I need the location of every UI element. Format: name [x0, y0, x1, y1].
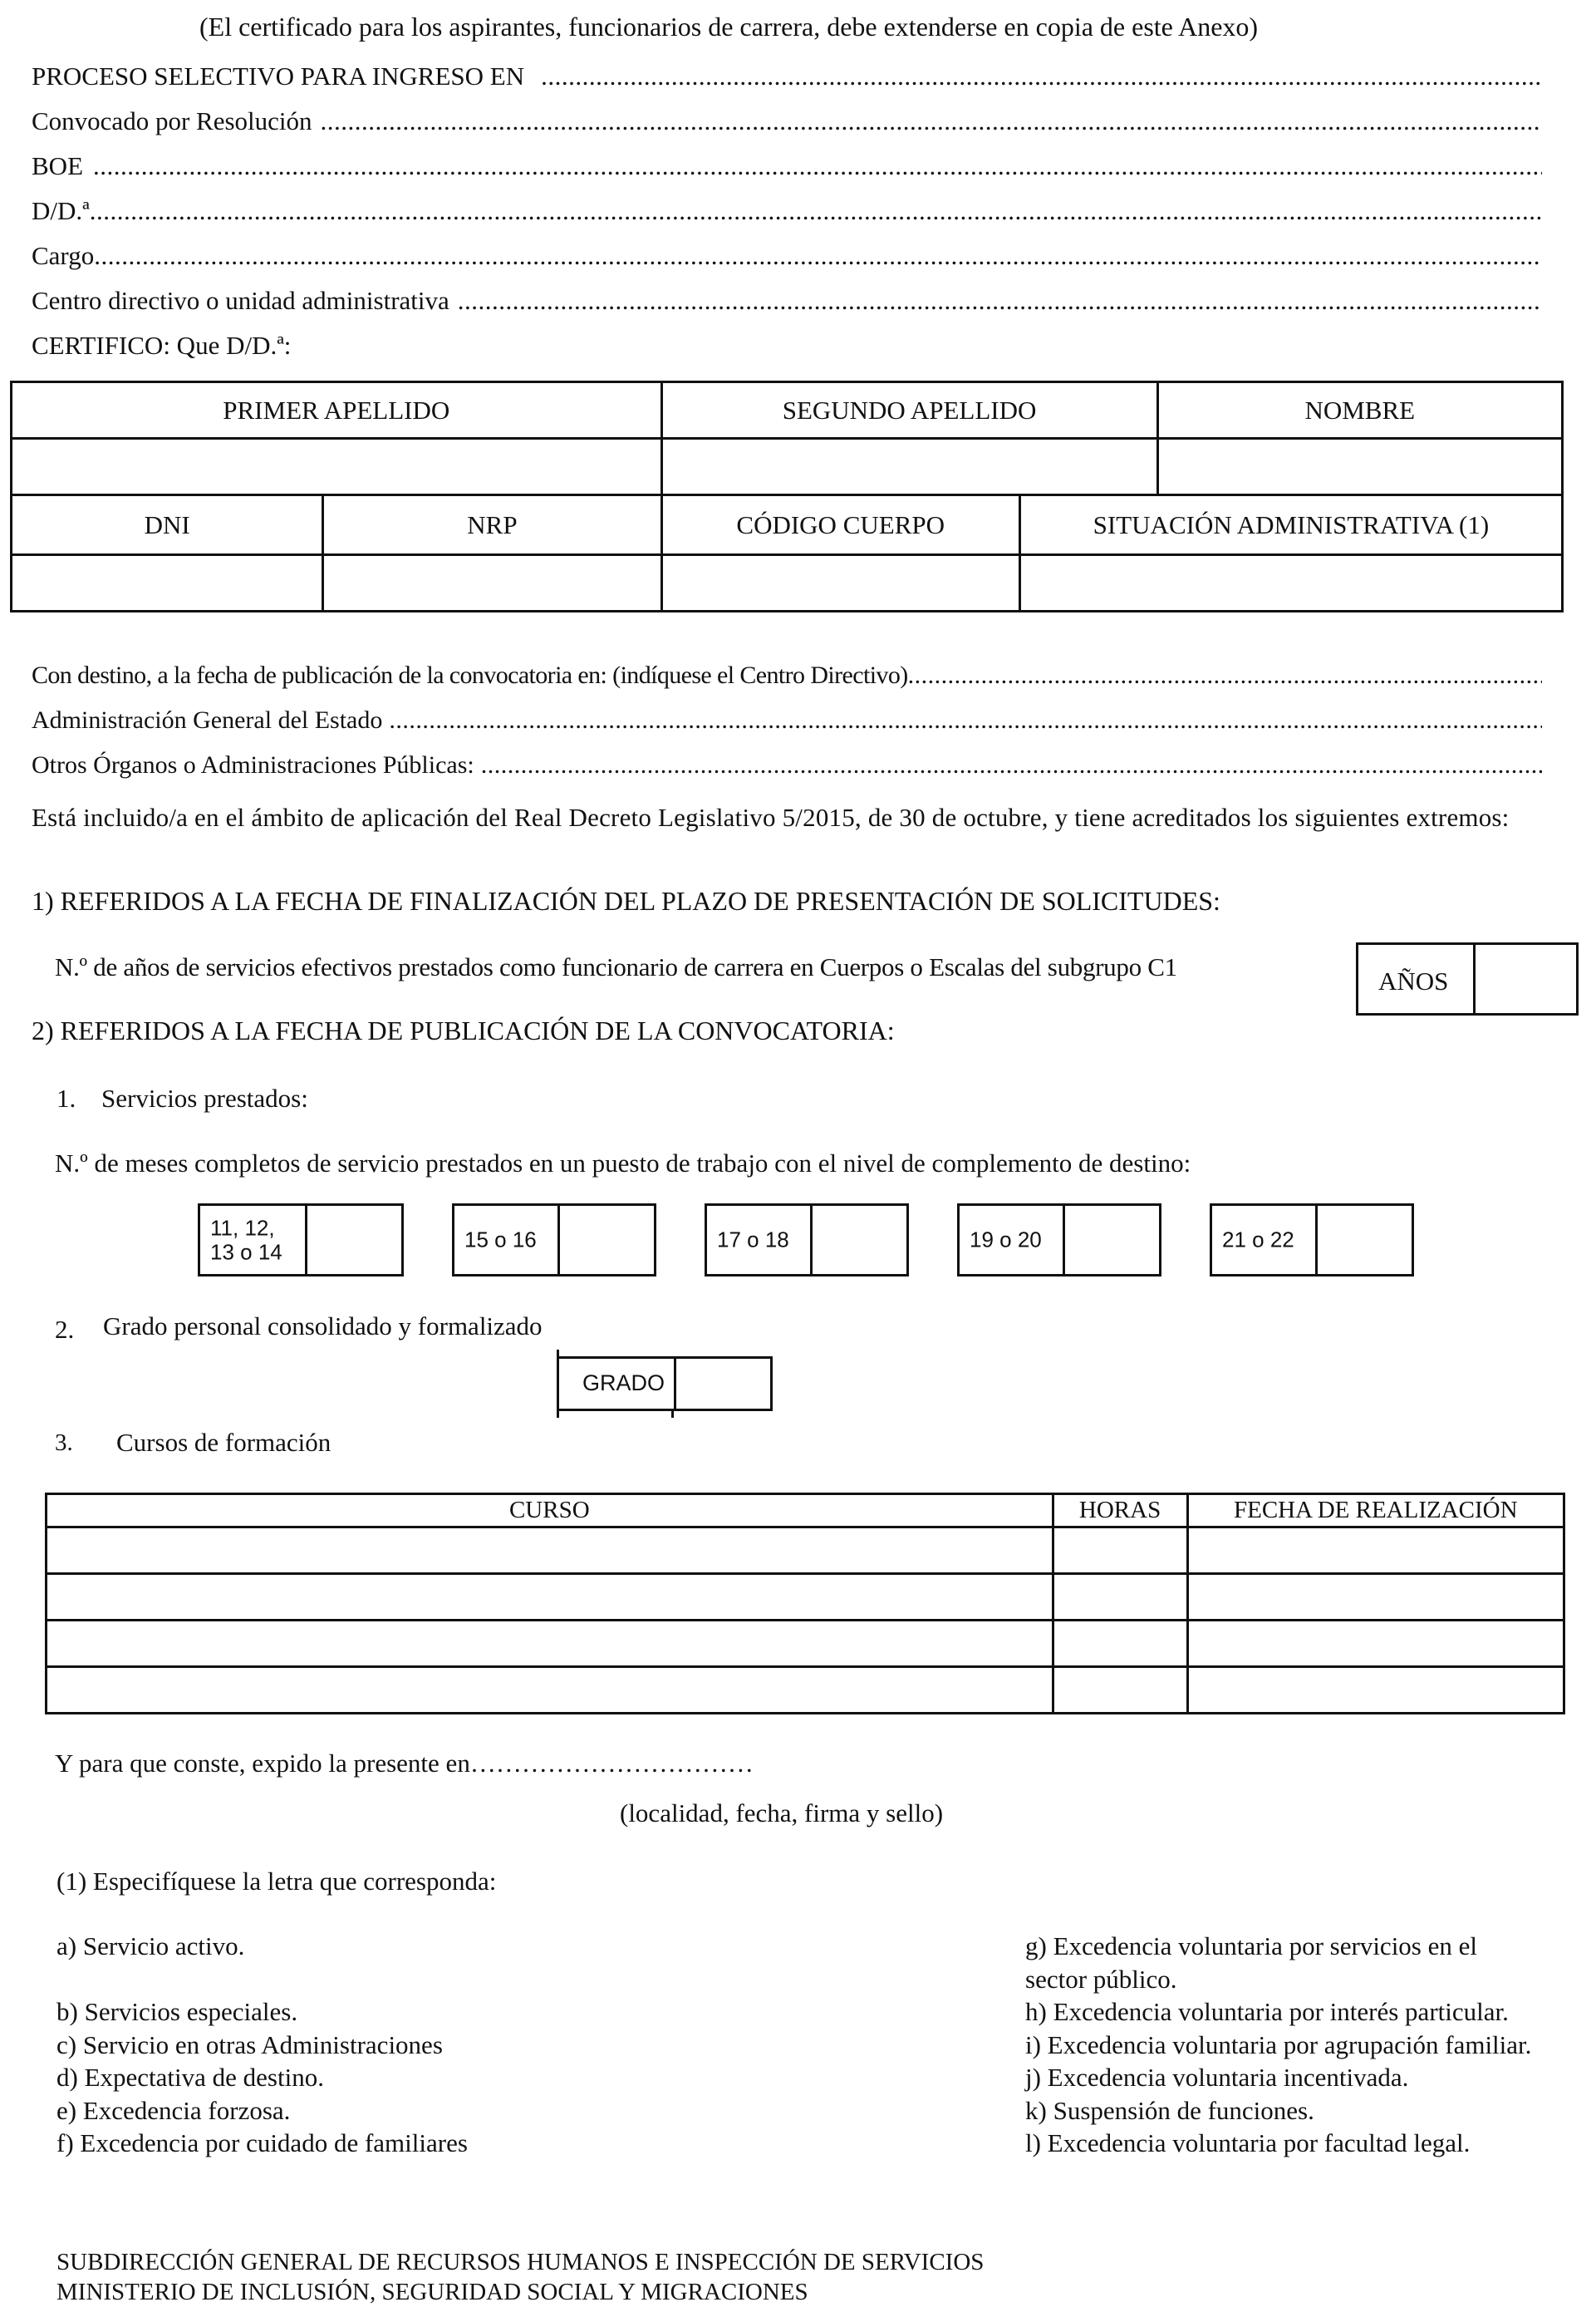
- section1-title: 1) REFERIDOS A LA FECHA DE FINALIZACIÓN DEL PLAZO DE PRESENTACIÓN DE SOLICITUDES:: [32, 886, 1220, 916]
- field-cargo: [32, 241, 1542, 271]
- field-label: D/D.ª: [32, 196, 90, 225]
- field-label: Centro directivo o unidad administrativa: [32, 286, 449, 315]
- footnote-title: (1) Especifíquese la letra que corresponda:: [56, 1867, 497, 1896]
- grado-box: [557, 1356, 773, 1411]
- table-row: [47, 1574, 1564, 1621]
- anos-box: [1356, 942, 1579, 1016]
- level-label: 17 o 18: [717, 1227, 789, 1252]
- field-label: BOE: [32, 151, 83, 180]
- header-codigo-cuerpo: CÓDIGO CUERPO: [661, 495, 1019, 555]
- identity-table: [10, 381, 1564, 612]
- field-proceso: [32, 61, 1542, 91]
- field-label: Cargo: [32, 241, 95, 270]
- options-left: [56, 1930, 468, 2160]
- item1-label: Servicios prestados:: [101, 1084, 308, 1113]
- header-primer-apellido: PRIMER APELLIDO: [12, 382, 662, 439]
- header-situacion: SITUACIÓN ADMINISTRATIVA (1): [1019, 495, 1562, 555]
- cell-situacion[interactable]: [1019, 555, 1562, 612]
- section2-title: 2) REFERIDOS A LA FECHA DE PUBLICACIÓN DE LA CONVOCATORIA:: [32, 1016, 895, 1045]
- table-row: [47, 1621, 1564, 1667]
- level-label: 11, 12,: [210, 1215, 275, 1241]
- certifico-label: CERTIFICO: Que D/D.ª:: [32, 331, 292, 360]
- grado-tick-top: [557, 1350, 559, 1358]
- level-value-cell[interactable]: [1318, 1206, 1412, 1274]
- level-box-17-18: [705, 1203, 909, 1276]
- curso-cell[interactable]: [47, 1667, 1053, 1714]
- level-value-cell[interactable]: [560, 1206, 654, 1274]
- fecha-cell[interactable]: [1187, 1527, 1564, 1574]
- level-label: 21 o 22: [1222, 1227, 1294, 1252]
- level-box-21-22: [1210, 1203, 1414, 1276]
- table-row: [47, 1667, 1564, 1714]
- meses-line: N.º de meses completos de servicio prestados en un puesto de trabajo con el nivel de complemento de destino:: [55, 1149, 1191, 1178]
- option-item: e) Excedencia forzosa.: [56, 2095, 291, 2125]
- field-convocado: [32, 106, 1542, 136]
- option-item: d) Expectativa de destino.: [56, 2063, 324, 2092]
- option-item: j) Excedencia voluntaria incentivada.: [1025, 2063, 1409, 2092]
- anos-label: AÑOS: [1378, 967, 1449, 996]
- option-item: b) Servicios especiales.: [56, 1997, 298, 2026]
- horas-cell[interactable]: [1053, 1527, 1187, 1574]
- option-item: i) Excedencia voluntaria por agrupación familiar.: [1025, 2029, 1532, 2059]
- expido-line: Y para que conste, expido la presente en……………………………: [55, 1749, 754, 1778]
- options-right: [1025, 1930, 1531, 2160]
- option-item: c) Servicio en otras Administraciones: [56, 2029, 443, 2059]
- footer-line: MINISTERIO DE INCLUSIÓN, SEGURIDAD SOCIAL Y MIGRACIONES: [56, 2279, 808, 2305]
- otros-line: [32, 751, 1542, 780]
- grado-tick-bottom: [671, 1409, 674, 1418]
- item3-label: Cursos de formación: [116, 1428, 331, 1457]
- fecha-cell[interactable]: [1187, 1667, 1564, 1714]
- anos-value-cell[interactable]: [1476, 945, 1576, 1013]
- cell-nombre[interactable]: [1157, 439, 1562, 495]
- option-item: sector público.: [1025, 1964, 1177, 1994]
- item2-label: Grado personal consolidado y formalizado: [103, 1311, 543, 1340]
- grado-label: GRADO: [582, 1370, 665, 1395]
- header-nombre: NOMBRE: [1157, 382, 1562, 439]
- item1-number: 1.: [56, 1084, 76, 1113]
- item2-number: 2.: [55, 1315, 75, 1344]
- field-label: PROCESO SELECTIVO PARA INGRESO EN: [32, 61, 525, 91]
- field-dda: [32, 196, 1542, 226]
- table-row: [47, 1527, 1564, 1574]
- field-centro: [32, 286, 1542, 316]
- header-fecha: FECHA DE REALIZACIÓN: [1187, 1494, 1564, 1527]
- level-value-cell[interactable]: [307, 1206, 401, 1274]
- cell-codigo-cuerpo[interactable]: [661, 555, 1019, 612]
- curso-cell[interactable]: [47, 1574, 1053, 1621]
- grado-tick-bottom: [557, 1409, 559, 1418]
- cell-nrp[interactable]: [323, 555, 661, 612]
- level-box-19-20: [957, 1203, 1161, 1276]
- header-horas: HORAS: [1053, 1494, 1187, 1527]
- level-label: 19 o 20: [970, 1227, 1042, 1252]
- header-dni: DNI: [12, 495, 323, 555]
- header-segundo-apellido: SEGUNDO APELLIDO: [661, 382, 1157, 439]
- level-label: 15 o 16: [464, 1227, 537, 1252]
- destino-line: [32, 662, 1542, 691]
- localidad-note: (localidad, fecha, firma y sello): [620, 1798, 944, 1827]
- horas-cell[interactable]: [1053, 1667, 1187, 1714]
- footer-line: SUBDIRECCIÓN GENERAL DE RECURSOS HUMANOS E INSPECCIÓN DE SERVICIOS: [56, 2249, 985, 2275]
- field-boe: [32, 151, 1542, 181]
- level-label: 13 o 14: [210, 1239, 282, 1264]
- item3-number: 3.: [55, 1429, 73, 1456]
- otros-label: Otros Órganos o Administraciones Públicas:: [32, 751, 474, 779]
- curso-cell[interactable]: [47, 1527, 1053, 1574]
- option-item: a) Servicio activo.: [56, 1931, 245, 1960]
- destino-label: Con destino, a la fecha de publicación de la convocatoria en: (indíquese el Centro Directivo): [32, 662, 908, 689]
- header-note: (El certificado para los aspirantes, funcionarios de carrera, debe extenderse en copia de este Anexo): [199, 12, 1259, 42]
- curso-cell[interactable]: [47, 1621, 1053, 1667]
- field-label: Convocado por Resolución: [32, 106, 312, 135]
- age-line: [32, 706, 1542, 735]
- fecha-cell[interactable]: [1187, 1621, 1564, 1667]
- horas-cell[interactable]: [1053, 1574, 1187, 1621]
- level-value-cell[interactable]: [1065, 1206, 1159, 1274]
- fecha-cell[interactable]: [1187, 1574, 1564, 1621]
- grado-value-cell[interactable]: [676, 1359, 770, 1409]
- cell-segundo-apellido[interactable]: [661, 439, 1157, 495]
- section1-line: N.º de años de servicios efectivos prestados como funcionario de carrera en Cuerpos o Escalas del subgrupo C1: [55, 952, 1177, 981]
- footer: [56, 2247, 984, 2307]
- cursos-table: [45, 1493, 1565, 1714]
- incluido-paragraph: Está incluido/a en el ámbito de aplicación del Real Decreto Legislativo 5/2015, de 30 de octubre, y tiene acreditados los siguientes extremos:: [32, 803, 1510, 832]
- option-item: k) Suspensión de funciones.: [1025, 2095, 1314, 2125]
- option-item: g) Excedencia voluntaria por servicios en el: [1025, 1931, 1477, 1960]
- cell-primer-apellido[interactable]: [12, 439, 662, 495]
- header-curso: CURSO: [47, 1494, 1053, 1527]
- option-item: h) Excedencia voluntaria por interés particular.: [1025, 1997, 1509, 2026]
- header-nrp: NRP: [323, 495, 661, 555]
- option-item: f) Excedencia por cuidado de familiares: [56, 2128, 468, 2157]
- age-label: Administración General del Estado: [32, 706, 383, 734]
- horas-cell[interactable]: [1053, 1621, 1187, 1667]
- level-box-11-14: [198, 1203, 404, 1276]
- level-value-cell[interactable]: [813, 1206, 906, 1274]
- level-box-15-16: [452, 1203, 656, 1276]
- option-item: l) Excedencia voluntaria por facultad legal.: [1025, 2128, 1471, 2157]
- cell-dni[interactable]: [12, 555, 323, 612]
